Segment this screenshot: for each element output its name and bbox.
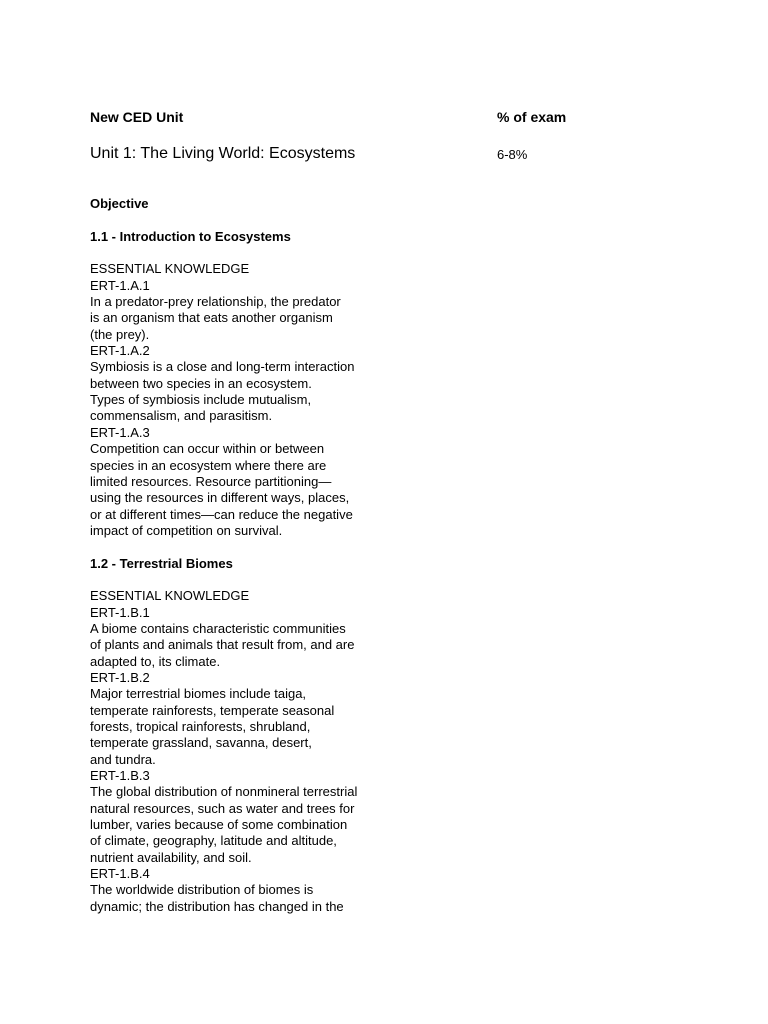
knowledge-text: Major terrestrial biomes include taiga, — [90, 686, 307, 702]
essential-knowledge-label: ESSENTIAL KNOWLEDGE — [90, 588, 250, 604]
knowledge-text: of climate, geography, latitude and altitude, — [90, 833, 337, 849]
essential-knowledge-label: ESSENTIAL KNOWLEDGE — [90, 261, 250, 277]
knowledge-text: Competition can occur within or between — [90, 441, 325, 457]
knowledge-code: ERT-1.A.2 — [90, 343, 150, 359]
knowledge-text: forests, tropical rainforests, shrubland, — [90, 719, 311, 734]
exam-column-header: % of exam — [497, 109, 567, 125]
knowledge-text: and tundra. — [90, 751, 156, 767]
knowledge-text: natural resources, such as water and trees for — [90, 800, 355, 816]
knowledge-text: species in an ecosystem where there are — [90, 457, 327, 473]
unit-column-header: New CED Unit — [90, 109, 184, 125]
knowledge-text: nutrient availability, and soil. — [90, 849, 252, 865]
knowledge-text: limited resources. Resource partitioning— — [90, 473, 332, 489]
knowledge-code: ERT-1.B.4 — [90, 866, 150, 882]
knowledge-text: between two species in an ecosystem. — [90, 375, 312, 391]
knowledge-text: In a predator-prey relationship, the predator — [90, 294, 341, 310]
exam-percent: 6-8% — [497, 147, 528, 162]
knowledge-text: lumber, varies because of some combination — [90, 817, 348, 833]
knowledge-text: dynamic; the distribution has changed in the — [90, 898, 344, 914]
knowledge-text: impact of competition on survival. — [90, 522, 283, 538]
knowledge-text: temperate grassland, savanna, desert, — [90, 735, 312, 751]
knowledge-code: ERT-1.A.1 — [90, 277, 150, 293]
knowledge-text: using the resources in different ways, places, — [90, 490, 350, 506]
section-heading: 1.1 - Introduction to Ecosystems — [90, 228, 291, 244]
knowledge-text: The global distribution of nonmineral terrestrial — [90, 784, 358, 800]
knowledge-text: Symbiosis is a close and long-term interaction — [90, 359, 355, 375]
knowledge-text: commensalism, and parasitism. — [90, 408, 273, 424]
knowledge-text: A biome contains characteristic communities — [90, 620, 346, 636]
knowledge-text: or at different times—can reduce the negative — [90, 506, 353, 522]
knowledge-text: The worldwide distribution of biomes is — [90, 882, 314, 898]
knowledge-text: (the prey). — [90, 326, 150, 342]
knowledge-text: temperate rainforests, temperate seasonal — [90, 702, 335, 718]
knowledge-code: ERT-1.B.3 — [90, 768, 150, 784]
knowledge-code: ERT-1.A.3 — [90, 424, 150, 440]
objective-label: Objective — [90, 196, 149, 211]
knowledge-text: of plants and animals that result from, and are — [90, 637, 355, 653]
knowledge-text: is an organism that eats another organism — [90, 310, 333, 326]
knowledge-text: Types of symbiosis include mutualism, — [90, 392, 312, 408]
knowledge-code: ERT-1.B.2 — [90, 669, 150, 685]
section-heading: 1.2 - Terrestrial Biomes — [90, 555, 233, 571]
unit-title: Unit 1: The Living World: Ecosystems — [90, 145, 356, 162]
knowledge-code: ERT-1.B.1 — [90, 604, 150, 620]
objectives-column — [90, 196, 390, 915]
knowledge-text: adapted to, its climate. — [90, 653, 221, 669]
